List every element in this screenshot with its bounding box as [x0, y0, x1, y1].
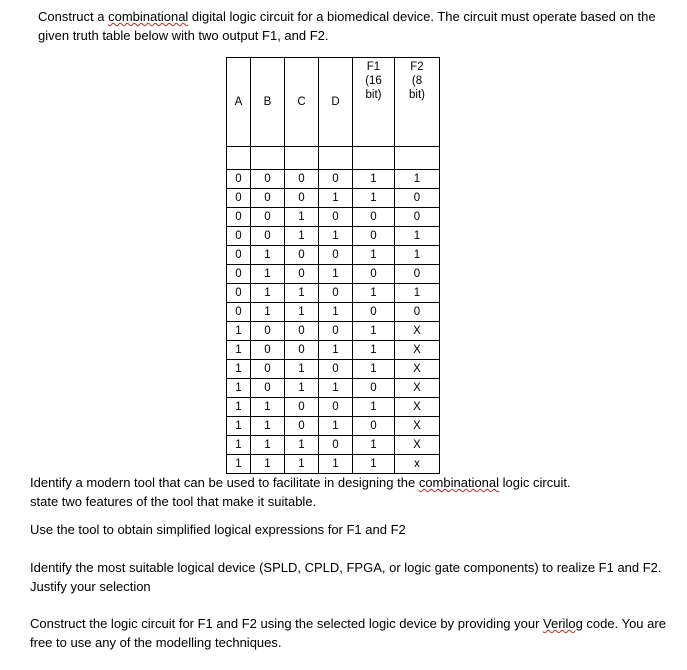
- cell-c: 0: [285, 417, 319, 436]
- header-f1-line: bit): [365, 89, 382, 101]
- header-f1-line: (16: [365, 75, 382, 87]
- table-row: [227, 322, 440, 341]
- cell-f1: 1: [353, 322, 395, 341]
- table-row: [227, 265, 440, 284]
- cell-c: 1: [285, 208, 319, 227]
- cell-f2: 1: [395, 227, 440, 246]
- question-1-text-start: Identify a modern tool that can be used to facilitate in designing the: [30, 475, 419, 490]
- cell-f1: 1: [353, 398, 395, 417]
- cell-a: 1: [227, 379, 251, 398]
- table-row: [227, 208, 440, 227]
- header-b: B: [251, 58, 285, 147]
- spellcheck-word-combinational: combinational: [108, 9, 189, 24]
- table-row: [227, 227, 440, 246]
- cell-d: 1: [319, 303, 353, 322]
- table-row: [227, 341, 440, 360]
- cell-a: 1: [227, 322, 251, 341]
- cell-f1: 1: [353, 455, 395, 474]
- header-f1-line: F1: [366, 61, 381, 73]
- intro-text-start: Construct a: [38, 9, 109, 24]
- cell-d: 0: [319, 322, 353, 341]
- cell-c: 0: [285, 322, 319, 341]
- cell-c: 0: [285, 170, 319, 189]
- cell-f1: 0: [353, 417, 395, 436]
- cell-a: 0: [227, 208, 251, 227]
- cell-f2: x: [395, 455, 440, 474]
- header-f2-line: (8: [411, 75, 423, 87]
- cell-c: 0: [285, 189, 319, 208]
- cell-d: 0: [319, 208, 353, 227]
- cell-b: 1: [251, 455, 285, 474]
- cell-b: 1: [251, 303, 285, 322]
- cell-c: 1: [285, 360, 319, 379]
- cell-a: 0: [227, 189, 251, 208]
- cell-f2: X: [395, 398, 440, 417]
- table-row: [227, 436, 440, 455]
- cell-f1: 0: [353, 379, 395, 398]
- cell-c: 1: [285, 284, 319, 303]
- truth-table-spacer-row: [227, 147, 440, 170]
- cell-f1: 1: [353, 246, 395, 265]
- cell-b: 1: [251, 417, 285, 436]
- spacer-cell: [353, 147, 395, 170]
- cell-b: 0: [251, 208, 285, 227]
- question-2: Use the tool to obtain simplified logical expressions for F1 and F2: [30, 522, 406, 537]
- spellcheck-word-combinational: combinational: [418, 475, 500, 490]
- cell-b: 0: [251, 227, 285, 246]
- cell-a: 1: [227, 417, 251, 436]
- spacer-cell: [227, 147, 251, 170]
- cell-d: 0: [319, 398, 353, 417]
- cell-d: 1: [319, 379, 353, 398]
- cell-b: 1: [251, 265, 285, 284]
- cell-f2: 1: [395, 170, 440, 189]
- cell-b: 0: [251, 360, 285, 379]
- cell-b: 1: [251, 398, 285, 417]
- cell-c: 1: [285, 303, 319, 322]
- cell-c: 0: [285, 246, 319, 265]
- cell-b: 0: [251, 322, 285, 341]
- intro-paragraph: [38, 7, 678, 45]
- cell-d: 1: [319, 265, 353, 284]
- question-1-line-2: state two features of the tool that make it suitable.: [30, 494, 317, 509]
- cell-f1: 0: [353, 303, 395, 322]
- cell-d: 1: [319, 417, 353, 436]
- cell-d: 1: [319, 227, 353, 246]
- cell-a: 0: [227, 303, 251, 322]
- cell-f1: 1: [353, 436, 395, 455]
- cell-d: 0: [319, 284, 353, 303]
- cell-f1: 0: [353, 265, 395, 284]
- question-4: [30, 614, 680, 652]
- cell-f2: X: [395, 322, 440, 341]
- cell-f2: X: [395, 379, 440, 398]
- header-d: D: [319, 58, 353, 147]
- cell-d: 1: [319, 341, 353, 360]
- cell-a: 0: [227, 227, 251, 246]
- cell-f1: 0: [353, 208, 395, 227]
- spacer-cell: [251, 147, 285, 170]
- cell-c: 0: [285, 265, 319, 284]
- header-f2-line: F2: [410, 61, 424, 73]
- cell-c: 0: [285, 341, 319, 360]
- table-row: [227, 455, 440, 474]
- cell-b: 0: [251, 379, 285, 398]
- cell-f1: 1: [353, 360, 395, 379]
- spellcheck-word-verilog: Verilog: [543, 616, 583, 631]
- header-f1: [353, 58, 395, 147]
- cell-a: 1: [227, 341, 251, 360]
- cell-f2: X: [395, 436, 440, 455]
- cell-a: 1: [227, 360, 251, 379]
- cell-c: 1: [285, 455, 319, 474]
- question-1: [30, 473, 680, 511]
- header-f2-line: bit): [409, 89, 425, 101]
- cell-d: 0: [319, 246, 353, 265]
- cell-a: 0: [227, 265, 251, 284]
- cell-c: 1: [285, 227, 319, 246]
- table-row: [227, 379, 440, 398]
- cell-f2: 1: [395, 246, 440, 265]
- cell-f2: 0: [395, 189, 440, 208]
- cell-c: 0: [285, 398, 319, 417]
- header-c: C: [285, 58, 319, 147]
- cell-a: 1: [227, 455, 251, 474]
- table-row: [227, 360, 440, 379]
- cell-d: 0: [319, 436, 353, 455]
- cell-b: 0: [251, 170, 285, 189]
- cell-f2: X: [395, 341, 440, 360]
- cell-d: 1: [319, 455, 353, 474]
- truth-table: [226, 57, 440, 474]
- cell-d: 0: [319, 360, 353, 379]
- cell-f2: X: [395, 360, 440, 379]
- cell-f1: 1: [353, 284, 395, 303]
- cell-c: 1: [285, 379, 319, 398]
- cell-c: 1: [285, 436, 319, 455]
- table-row: [227, 170, 440, 189]
- question-1-text-end: logic circuit.: [499, 475, 571, 490]
- cell-f1: 1: [353, 189, 395, 208]
- spacer-cell: [319, 147, 353, 170]
- table-row: [227, 417, 440, 436]
- header-f2: [395, 58, 440, 147]
- cell-b: 0: [251, 341, 285, 360]
- spacer-cell: [395, 147, 440, 170]
- question-3: Identify the most suitable logical device (SPLD, CPLD, FPGA, or logic gate components) to realize F1 and F2. Justify your selection: [30, 560, 662, 594]
- cell-f1: 0: [353, 227, 395, 246]
- cell-b: 1: [251, 246, 285, 265]
- cell-f2: 0: [395, 303, 440, 322]
- table-row: [227, 246, 440, 265]
- cell-b: 1: [251, 284, 285, 303]
- cell-f1: 1: [353, 341, 395, 360]
- cell-a: 0: [227, 170, 251, 189]
- table-row: [227, 398, 440, 417]
- truth-table-header-row: [227, 58, 440, 147]
- spacer-cell: [285, 147, 319, 170]
- cell-d: 0: [319, 170, 353, 189]
- question-4-text-end: code. You are free to use any of the modelling techniques.: [30, 616, 666, 650]
- table-row: [227, 303, 440, 322]
- cell-a: 0: [227, 246, 251, 265]
- table-row: [227, 189, 440, 208]
- cell-b: 1: [251, 436, 285, 455]
- cell-f2: 0: [395, 208, 440, 227]
- header-a: A: [227, 58, 251, 147]
- cell-f2: 1: [395, 284, 440, 303]
- cell-f2: 0: [395, 265, 440, 284]
- question-4-text-start: Construct the logic circuit for F1 and F2 using the selected logic device by providing your: [30, 616, 544, 631]
- cell-f1: 1: [353, 170, 395, 189]
- cell-f2: X: [395, 417, 440, 436]
- cell-a: 1: [227, 436, 251, 455]
- intro-text-end: digital logic circuit for a biomedical device. The circuit must operate based on the given truth table below with two output F1, and F2.: [38, 9, 656, 43]
- cell-a: 1: [227, 398, 251, 417]
- cell-a: 0: [227, 284, 251, 303]
- cell-d: 1: [319, 189, 353, 208]
- table-row: [227, 284, 440, 303]
- cell-b: 0: [251, 189, 285, 208]
